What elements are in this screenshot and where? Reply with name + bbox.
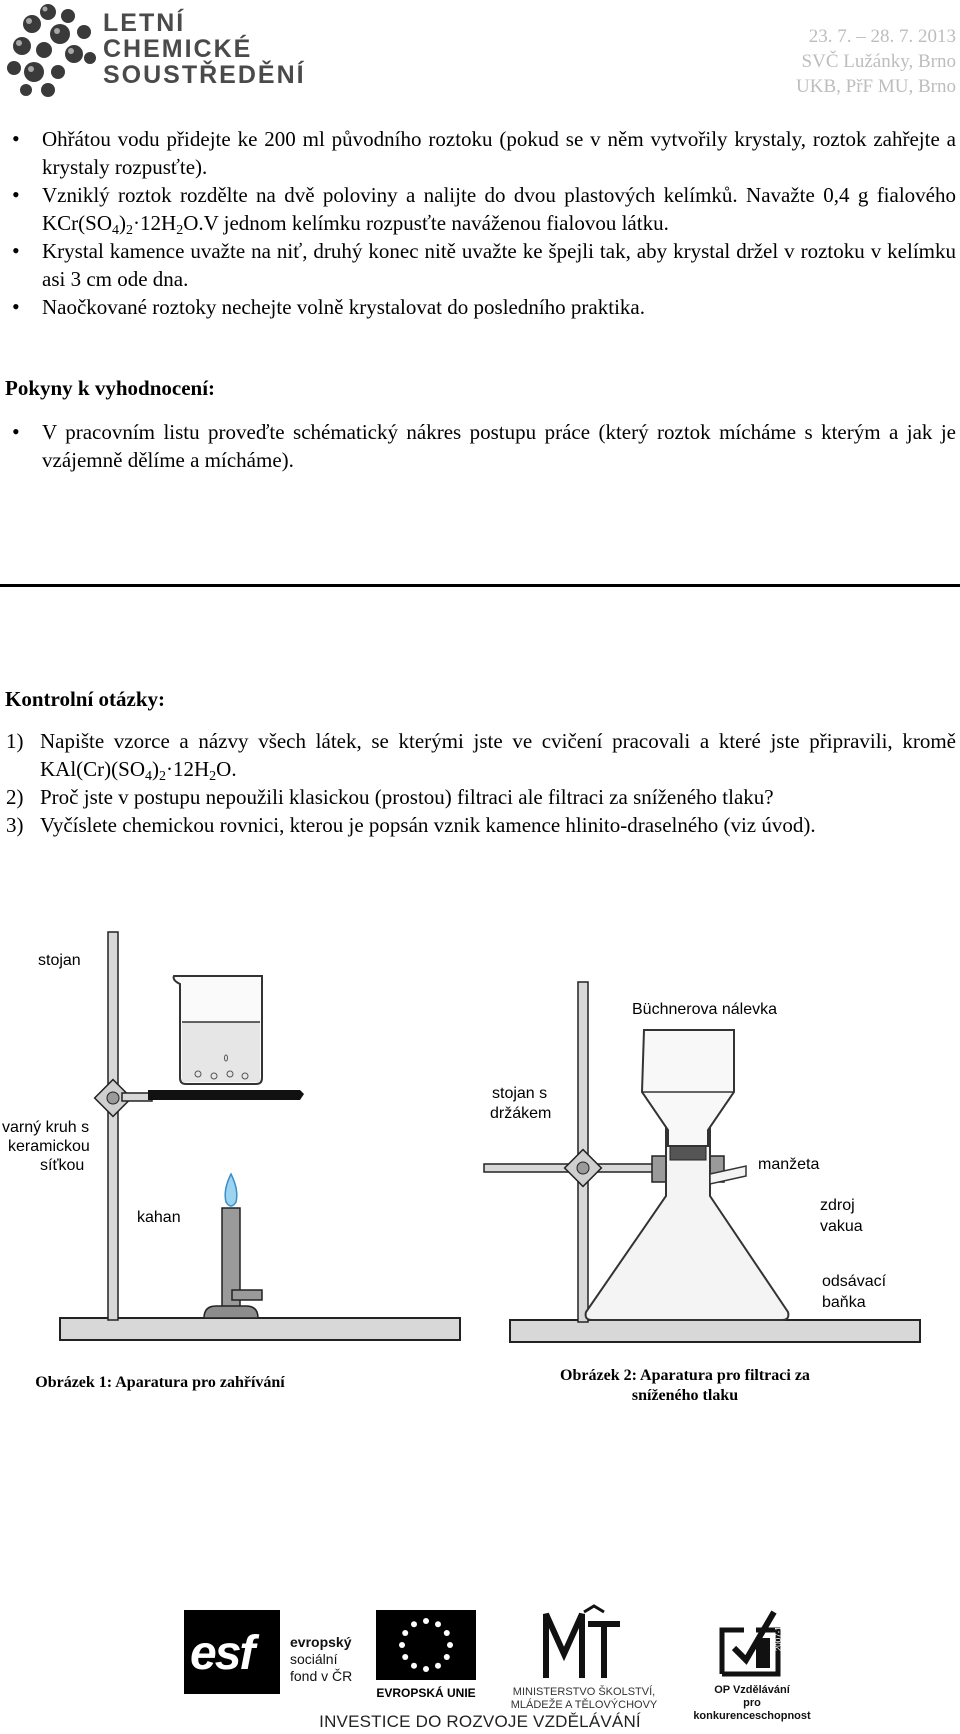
- subscript: 2: [176, 223, 184, 238]
- procedure-step: [12, 237, 956, 293]
- ring-label-1: varný kruh s: [2, 1119, 90, 1136]
- msmt-text: [494, 1686, 674, 1712]
- evaluation-heading: Pokyny k vyhodnocení:: [5, 376, 216, 400]
- step-text: Ohřátou vodu přidejte ke 200 ml původního roztoku (pokud se v něm vytvořily krystaly, roztok zahřejte a krystaly rozpusťte).: [42, 127, 956, 179]
- esf-logo-text: esf: [190, 1627, 254, 1680]
- esf-text: [290, 1634, 352, 1685]
- filtration-apparatus-figure: [470, 960, 960, 1355]
- header: [0, 0, 960, 100]
- eu-star-icon: [423, 1618, 429, 1624]
- figure2-caption-line: Obrázek 2: Aparatura pro filtraci za: [560, 1367, 810, 1384]
- logo-text: [103, 10, 306, 88]
- subscript: 4: [112, 223, 120, 238]
- eu-star-icon: [402, 1630, 408, 1636]
- logo-line: CHEMICKÉ: [103, 35, 253, 63]
- question-text: O.: [216, 757, 237, 781]
- question-number: 3): [6, 813, 24, 837]
- eu-star-icon: [447, 1642, 453, 1648]
- procedure-step: [12, 181, 956, 237]
- op-text-line: OP Vzdělávání: [714, 1684, 790, 1696]
- msmt-logo-icon: [540, 1604, 624, 1684]
- event-venue: SVČ Lužánky, Brno: [801, 51, 956, 72]
- eu-star-icon: [444, 1630, 450, 1636]
- eu-star-icon: [402, 1654, 408, 1660]
- questions-heading: Kontrolní otázky:: [5, 687, 166, 711]
- evaluation-list: [12, 418, 956, 474]
- eu-star-icon: [399, 1642, 405, 1648]
- logo-line: SOUSTŘEDĚNÍ: [103, 61, 306, 89]
- footer-slogan: INVESTICE DO ROZVOJE VZDĚLÁVÁNÍ: [319, 1712, 641, 1731]
- msmt-text-line: MINISTERSTVO ŠKOLSTVÍ,: [512, 1686, 656, 1698]
- manzeta-label: manžeta: [758, 1156, 820, 1173]
- ring-label-3: síťkou: [40, 1157, 85, 1174]
- vacuum-label-1: zdroj: [820, 1197, 855, 1214]
- esf-text-line: sociální: [290, 1651, 338, 1667]
- step-text: Krystal kamence uvažte na niť, druhý konec nitě uvažte ke špejli tak, aby krystal držel v roztoku v kelímku asi 3 cm ode dna.: [42, 239, 956, 291]
- subscript: 4: [145, 769, 152, 784]
- logo-line: LETNÍ: [103, 9, 186, 37]
- op-badge: 2007-13: [774, 1621, 784, 1652]
- footer: [0, 1600, 960, 1734]
- ring-label-2: keramickou: [8, 1138, 90, 1155]
- figure1-caption: Obrázek 1: Aparatura pro zahřívání: [35, 1374, 285, 1391]
- esf-text-line: evropský: [290, 1634, 352, 1650]
- stand-label-1: stojan s: [492, 1085, 548, 1102]
- vacuum-label-2: vakua: [820, 1218, 863, 1235]
- stojan-label: stojan: [38, 952, 81, 969]
- event-organizer: UKB, PřF MU, Brno: [796, 76, 956, 97]
- event-dates: 23. 7. – 28. 7. 2013: [808, 26, 956, 47]
- step-text: Naočkované roztoky nechejte volně krystalovat do posledního praktika.: [42, 295, 645, 319]
- eu-star-icon: [411, 1663, 417, 1669]
- question-text: ·12H: [166, 757, 210, 781]
- question-text: Proč jste v postupu nepoužili klasickou (prostou) filtraci ale filtraci za sníženého tlaku?: [40, 785, 774, 809]
- question-text: Napište vzorce a názvy všech látek, se kterými jste ve cvičení pracovali a které jste připravili, kromě KAl(Cr)(SO: [40, 729, 956, 781]
- msmt-text-line: MLÁDEŽE A TĚLOVÝCHOVY: [510, 1699, 658, 1711]
- step-text: ): [119, 211, 127, 235]
- esf-text-line: fond v ČR: [290, 1668, 353, 1684]
- section-divider: [0, 584, 960, 587]
- stand-label-2: držákem: [490, 1105, 552, 1122]
- step-text: ·12H: [133, 211, 177, 235]
- figure2-caption: [520, 1366, 850, 1406]
- eu-star-icon: [423, 1666, 429, 1672]
- heating-apparatus-figure: [0, 920, 480, 1350]
- buchner-label: Büchnerova nálevka: [632, 1001, 777, 1018]
- question-number: 1): [6, 729, 24, 753]
- question-item: [6, 783, 956, 811]
- flask-label-1: odsávací: [822, 1273, 887, 1290]
- question-text: ): [152, 757, 159, 781]
- molecule-logo-icon: [4, 2, 104, 98]
- step-text: V pracovním listu proveďte schématický nákres postupu práce (který roztok mícháme s kterým a jak je vzájemně dělíme a mícháme).: [42, 420, 956, 472]
- subscript: 2: [126, 223, 134, 238]
- question-number: 2): [6, 785, 24, 809]
- procedure-step: [12, 293, 956, 321]
- question-item: [6, 727, 956, 783]
- evaluation-step: [12, 418, 956, 474]
- subscript: 2: [209, 769, 217, 784]
- subscript: 2: [159, 769, 166, 784]
- eu-star-icon: [444, 1654, 450, 1660]
- op-text-line: pro konkurenceschopnost: [693, 1697, 811, 1722]
- figure2-caption-line: sníženého tlaku: [631, 1387, 739, 1404]
- esf-logo: [184, 1610, 280, 1694]
- kahan-label: kahan: [137, 1209, 181, 1226]
- questions-list: [6, 727, 956, 839]
- step-text: Vzniklý roztok rozdělte na dvě poloviny a nalijte do dvou plastových kelímků. Navažte 0,4 g fialového KCr(SO: [42, 183, 956, 235]
- eu-star-icon: [435, 1663, 441, 1669]
- step-text: O.V jednom kelímku rozpusťte naváženou fialovou látku.: [183, 211, 669, 235]
- eu-text: EVROPSKÁ UNIE: [376, 1686, 476, 1700]
- eu-star-icon: [435, 1621, 441, 1627]
- eu-flag-icon: [376, 1610, 476, 1680]
- eu-star-icon: [411, 1621, 417, 1627]
- event-info: [796, 24, 956, 99]
- flask-label-2: baňka: [822, 1294, 866, 1311]
- procedure-list: [12, 125, 956, 321]
- question-text: Vyčíslete chemickou rovnici, kterou je popsán vznik kamence hlinito-draselného (viz úvod).: [40, 813, 816, 837]
- procedure-step: [12, 125, 956, 181]
- question-item: [6, 811, 956, 839]
